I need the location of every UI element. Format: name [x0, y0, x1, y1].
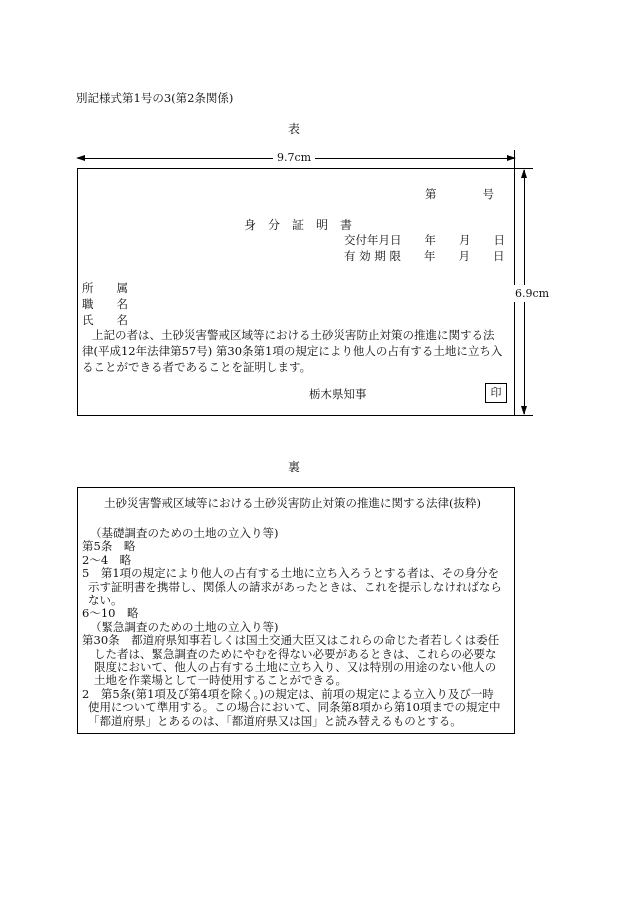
arrow-up-icon: [521, 169, 527, 178]
issue-date: 交付年月日 年 月 日: [344, 233, 505, 247]
certificate-body-line: 律(平成12年法律第57号) 第30条第1項の規定により他人の占有する土地に立ち入: [82, 344, 503, 358]
law-line: ない。: [88, 593, 123, 607]
law-line: 2〜4 略: [82, 552, 132, 567]
law-line: （基礎調査のための土地の立入り等): [90, 526, 279, 540]
back-heading: 裏: [288, 460, 301, 474]
expiry-date: 有 効 期 限 年 月 日: [344, 249, 505, 263]
law-line: 「都道府県」とあるのは、「都道府県又は国」と読み替えるものとする。: [88, 713, 462, 728]
seal-stamp: 印: [485, 383, 507, 403]
front-heading: 表: [288, 122, 301, 136]
id-card-front: [77, 168, 515, 416]
certificate-number: 第 号: [425, 187, 494, 201]
law-line: 5 第1項の規定により他人の占有する土地に立ち入ろうとする者は、その身分を: [82, 566, 500, 581]
law-line: 土地を作業場として一時使用することができる。: [94, 673, 347, 688]
field-affiliation: 所 属: [82, 281, 128, 295]
law-line: 6〜10 略: [82, 606, 139, 621]
certificate-body-line: ることができる者であることを証明します。: [82, 360, 312, 374]
field-position: 職 名: [82, 297, 128, 311]
height-dimension-tick-bottom: [515, 415, 533, 416]
field-name: 氏 名: [82, 313, 128, 327]
law-line: 使用について準用する。この場合において、同条第8項から第10項までの規定中: [88, 700, 501, 715]
issuer: 栃木県知事: [309, 387, 367, 401]
law-line: した者は、緊急調査のためにやむを得ない必要があるときは、これらの必要な: [94, 646, 497, 661]
law-line: 示す証明書を携帯し、関係人の請求があったときは、これを提示しなければなら: [88, 579, 502, 594]
law-line: 2 第5条(第1項及び第4項を除く。)の規定は、前項の規定による立入り及び一時: [82, 686, 494, 701]
law-line: 限度において、他人の占有する土地に立ち入り、又は特別の用途のない他人の: [94, 660, 497, 674]
form-number: 別記様式第1号の3(第2条関係): [76, 91, 234, 105]
height-label: 6.9cm: [515, 287, 550, 300]
width-label: 9.7cm: [273, 151, 315, 164]
certificate-title: 身 分 証 明 書: [244, 218, 353, 232]
arrow-down-icon: [521, 406, 527, 415]
certificate-body-line: 上記の者は、土砂災害警戒区域等における土砂災害防止対策の推進に関する法: [92, 328, 495, 342]
law-line: 第5条 略: [82, 539, 136, 554]
width-dimension-tick: [514, 150, 515, 168]
arrow-left-icon: [76, 155, 85, 161]
law-line: （緊急調査のための土地の立入り等): [90, 619, 279, 634]
law-line: 第30条 都道府県知事若しくは国土交通大臣又はこれらの命じた者若しくは委任: [82, 633, 500, 648]
law-excerpt-title: 土砂災害警戒区域等における土砂災害防止対策の推進に関する法律(抜粋): [104, 496, 481, 510]
